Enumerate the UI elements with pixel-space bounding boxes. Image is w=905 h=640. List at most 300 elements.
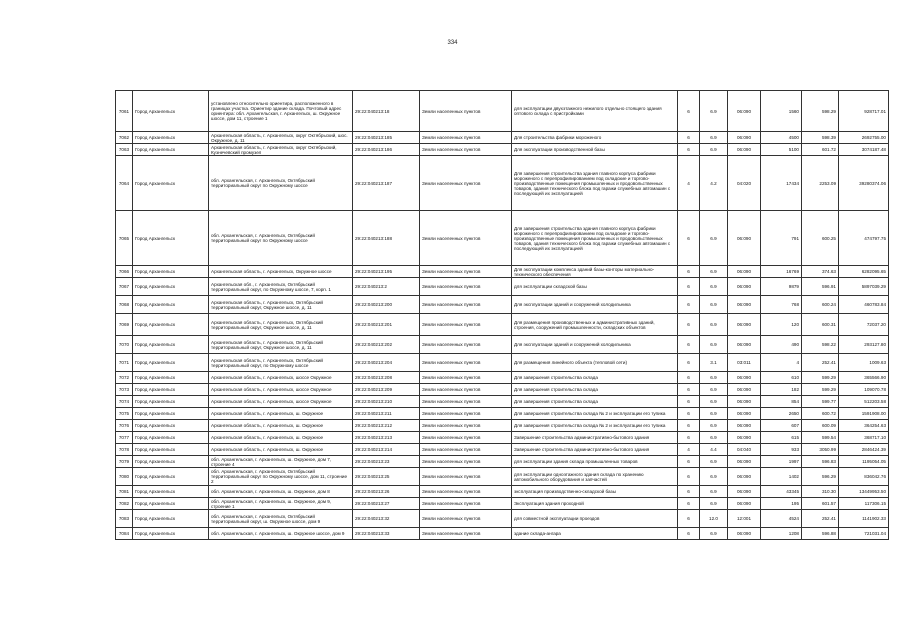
cadastral-value-cell: 512203.58 <box>839 396 889 408</box>
address-cell: Архангельская обл., г. Архангельск, Октябрьский территориальный округ, по Окружному шоссе, 7, корп. 1 <box>209 278 353 296</box>
municipality-cell: Город Архангельск <box>133 432 209 444</box>
specific-value-cell: 598.22 <box>802 336 839 354</box>
row-number: 7070 <box>116 336 133 354</box>
use-code-cell: 06:090 <box>728 528 761 540</box>
cadastral-number-cell: 29:22:040213:33 <box>353 528 420 540</box>
row-number: 7065 <box>116 211 133 266</box>
area-cell: 490 <box>761 336 802 354</box>
cadastral-number-cell: 29:22:040213:209 <box>353 384 420 396</box>
subgroup-cell: 6.9 <box>700 528 728 540</box>
cadastral-value-cell: 365566.90 <box>839 372 889 384</box>
cadastral-value-cell: 836042.76 <box>839 468 889 486</box>
municipality-cell: Город Архангельск <box>133 336 209 354</box>
group-cell: 6 <box>678 456 700 468</box>
use-code-cell: 06:090 <box>728 498 761 510</box>
municipality-cell: Город Архангельск <box>133 314 209 336</box>
use-code-cell: 04:040 <box>728 444 761 456</box>
specific-value-cell: 600.31 <box>802 314 839 336</box>
area-cell: 120 <box>761 314 802 336</box>
cadastral-number-cell: 29:22:040213:204 <box>353 354 420 372</box>
row-number: 7079 <box>116 456 133 468</box>
municipality-cell: Город Архангельск <box>133 354 209 372</box>
cadastral-number-cell: 29:22:040213:195 <box>353 266 420 278</box>
use-code-cell: 06:090 <box>728 468 761 486</box>
land-category-cell: Земли населенных пунктов <box>420 211 512 266</box>
area-cell: 615 <box>761 432 802 444</box>
use-code-cell: 06:090 <box>728 91 761 132</box>
subgroup-cell: 6.9 <box>700 384 728 396</box>
municipality-cell: Город Архангельск <box>133 372 209 384</box>
address-cell: обл. Архангельская, г. Архангельск, ш. Окружное, дом 7, строение 4 <box>209 456 353 468</box>
subgroup-cell: 6.9 <box>700 296 728 314</box>
group-cell: 6 <box>678 396 700 408</box>
row-number: 7077 <box>116 432 133 444</box>
use-code-cell: 12:001 <box>728 510 761 528</box>
subgroup-cell: 12.0 <box>700 510 728 528</box>
specific-value-cell: 374.63 <box>802 266 839 278</box>
area-cell: 768 <box>761 296 802 314</box>
land-category-cell: Земли населенных пунктов <box>420 314 512 336</box>
municipality-cell: Город Архангельск <box>133 396 209 408</box>
address-cell: Архангельская область, г. Архангельск, ш. Окружное <box>209 408 353 420</box>
permitted-use-cell: Эксплуатация здания проходной <box>512 498 678 510</box>
use-code-cell: 06:090 <box>728 266 761 278</box>
subgroup-cell: 6.9 <box>700 408 728 420</box>
table-row <box>116 266 889 278</box>
land-category-cell: Земли населенных пунктов <box>420 420 512 432</box>
land-category-cell: Земли населенных пунктов <box>420 456 512 468</box>
land-category-cell: Земли населенных пунктов <box>420 296 512 314</box>
specific-value-cell: 596.91 <box>802 278 839 296</box>
land-category-cell: Земли населенных пунктов <box>420 354 512 372</box>
cadastral-number-cell: 29:22:040213:208 <box>353 372 420 384</box>
cadastral-value-cell: 1591908.00 <box>839 408 889 420</box>
subgroup-cell: 6.9 <box>700 420 728 432</box>
cadastral-value-cell: 109070.78 <box>839 384 889 396</box>
group-cell: 6 <box>678 211 700 266</box>
subgroup-cell: 6.9 <box>700 498 728 510</box>
municipality-cell: Город Архангельск <box>133 384 209 396</box>
table-row <box>116 278 889 296</box>
address-cell: Архангельская область, г. Архангельск, ш. Окружное <box>209 444 353 456</box>
permitted-use-cell: для эксплуатации складской базы <box>512 278 678 296</box>
specific-value-cell: 310.30 <box>802 486 839 498</box>
subgroup-cell: 4.4 <box>700 444 728 456</box>
group-cell: 6 <box>678 314 700 336</box>
permitted-use-cell: Для завершения строительства склада № 2 и эксплуатации его тупика <box>512 408 678 420</box>
area-cell: 182 <box>761 384 802 396</box>
permitted-use-cell: Завершение строительства административно-бытового здания <box>512 432 678 444</box>
group-cell: 6 <box>678 91 700 132</box>
area-cell: 17434 <box>761 156 802 211</box>
use-code-cell: 06:090 <box>728 314 761 336</box>
municipality-cell: Город Архангельск <box>133 468 209 486</box>
cadastral-number-cell: 29:22:040213:2 <box>353 278 420 296</box>
table-row <box>116 456 889 468</box>
row-number: 7080 <box>116 468 133 486</box>
municipality-cell: Город Архангельск <box>133 156 209 211</box>
municipality-cell: Город Архангельск <box>133 420 209 432</box>
cadastral-number-cell: 29:22:040213:211 <box>353 408 420 420</box>
municipality-cell: Город Архангельск <box>133 456 209 468</box>
address-cell: обл. Архангельская, г. Архангельск, ш. Окружное шоссе, дом 9 <box>209 528 353 540</box>
land-category-cell: Земли населенных пунктов <box>420 444 512 456</box>
area-cell: 43345 <box>761 486 802 498</box>
table-row <box>116 314 889 336</box>
use-code-cell: 06:090 <box>728 486 761 498</box>
cadastral-value-cell: 721031.04 <box>839 528 889 540</box>
table-row <box>116 156 889 211</box>
address-cell: Архангельская область, г. Архангельск, Октябрьский территориальный округ, Окружное шоссе, д. 11 <box>209 314 353 336</box>
cadastral-value-cell: 368717.10 <box>839 432 889 444</box>
cadastral-value-cell: 2692755.00 <box>839 132 889 144</box>
permitted-use-cell: Для завершения строительства здания главного корпуса фабрики мороженого с перепрофилированием под складские и торгово-производственные помещения промышленных и продовольственных товаров, здания технического блока под гаражи служебных автомашин с последующей их эксплуатацией <box>512 156 678 211</box>
group-cell: 6 <box>678 498 700 510</box>
municipality-cell: Город Архангельск <box>133 498 209 510</box>
address-cell: обл. Архангельская, г. Архангельск, Октябрьский территориальный округ, ш. Окружное шоссе, дом 9 <box>209 510 353 528</box>
subgroup-cell: 6.9 <box>700 278 728 296</box>
page-number: 334 <box>447 40 458 46</box>
land-category-cell: Земли населенных пунктов <box>420 372 512 384</box>
cadastral-value-cell: 6282095.65 <box>839 266 889 278</box>
cadastral-value-cell: 2846424.39 <box>839 444 889 456</box>
use-code-cell: 06:090 <box>728 296 761 314</box>
specific-value-cell: 600.72 <box>802 408 839 420</box>
use-code-cell: 06:090 <box>728 456 761 468</box>
subgroup-cell: 6.9 <box>700 266 728 278</box>
address-cell: обл. Архангельская, г. Архангельск, ш. Окружное, дом 9, строение 1 <box>209 498 353 510</box>
municipality-cell: Город Архангельск <box>133 211 209 266</box>
cadastral-number-cell: 29:22:040213:213 <box>353 432 420 444</box>
cadastral-value-table <box>115 90 889 540</box>
row-number: 7074 <box>116 396 133 408</box>
use-code-cell: 06:090 <box>728 408 761 420</box>
row-number: 7066 <box>116 266 133 278</box>
municipality-cell: Город Архангельск <box>133 132 209 144</box>
area-cell: 2650 <box>761 408 802 420</box>
cadastral-number-cell: 29:22:040213:188 <box>353 211 420 266</box>
address-cell: Архангельская область, г. Архангельск, Октябрьский территориальный округ, Окружное шоссе, д. 11 <box>209 296 353 314</box>
table-row <box>116 296 889 314</box>
permitted-use-cell: здание склада-ангара <box>512 528 678 540</box>
group-cell: 6 <box>678 336 700 354</box>
subgroup-cell: 6.9 <box>700 396 728 408</box>
row-number: 7071 <box>116 354 133 372</box>
cadastral-number-cell: 29:22:040213:185 <box>353 132 420 144</box>
area-cell: 4 <box>761 354 802 372</box>
municipality-cell: Город Архангельск <box>133 278 209 296</box>
subgroup-cell: 6.9 <box>700 144 728 156</box>
group-cell: 6 <box>678 432 700 444</box>
cadastral-number-cell: 29:22:040213:32 <box>353 510 420 528</box>
cadastral-number-cell: 29:22:040213:186 <box>353 144 420 156</box>
land-category-cell: Земли населенных пунктов <box>420 144 512 156</box>
row-number: 7062 <box>116 132 133 144</box>
address-cell: Архангельская область, г. Архангельск, шоссе Окружное <box>209 384 353 396</box>
subgroup-cell: 4.2 <box>700 156 728 211</box>
municipality-cell: Город Архангельск <box>133 266 209 278</box>
row-number: 7084 <box>116 528 133 540</box>
row-number: 7076 <box>116 420 133 432</box>
group-cell: 6 <box>678 468 700 486</box>
table-row <box>116 510 889 528</box>
municipality-cell: Город Архангельск <box>133 444 209 456</box>
table-row <box>116 420 889 432</box>
land-category-cell: Земли населенных пунктов <box>420 498 512 510</box>
subgroup-cell: 3.1 <box>700 354 728 372</box>
row-number: 7067 <box>116 278 133 296</box>
cadastral-value-cell: 5897039.29 <box>839 278 889 296</box>
group-cell: 6 <box>678 408 700 420</box>
subgroup-cell: 6.9 <box>700 468 728 486</box>
specific-value-cell: 3050.99 <box>802 444 839 456</box>
permitted-use-cell: для эксплуатации двухэтажного нежилого отдельно стоящего здания оптового склада с пристройками <box>512 91 678 132</box>
group-cell: 6 <box>678 354 700 372</box>
permitted-use-cell: Для строительства фабрики мороженого <box>512 132 678 144</box>
permitted-use-cell: для эксплуатации здания склада промышленных товаров <box>512 456 678 468</box>
municipality-cell: Город Архангельск <box>133 408 209 420</box>
cadastral-number-cell: 29:22:040213:200 <box>353 296 420 314</box>
specific-value-cell: 252.41 <box>802 510 839 528</box>
area-cell: 1560 <box>761 91 802 132</box>
subgroup-cell: 6.9 <box>700 486 728 498</box>
group-cell: 6 <box>678 266 700 278</box>
land-category-cell: Земли населенных пунктов <box>420 510 512 528</box>
municipality-cell: Город Архангельск <box>133 91 209 132</box>
cadastral-value-cell: 474797.75 <box>839 211 889 266</box>
cadastral-value-cell: 928717.01 <box>839 91 889 132</box>
table-row <box>116 528 889 540</box>
specific-value-cell: 600.25 <box>802 211 839 266</box>
table-row <box>116 336 889 354</box>
address-cell: установлено относительно ориентира, расположенного в границах участка. Ориентир здание склада. Почтовый адрес ориентира: обл. Архангельская, г. Архангельск, ш. Окружное шоссе, дом 11, строение 1 <box>209 91 353 132</box>
cadastral-number-cell: 29:22:040213:201 <box>353 314 420 336</box>
specific-value-cell: 599.29 <box>802 384 839 396</box>
address-cell: Архангельская область, г. Архангельск, Октябрьский территориальный округ, Окружное шоссе, д. 11 <box>209 336 353 354</box>
row-number: 7063 <box>116 144 133 156</box>
land-category-cell: Земли населенных пунктов <box>420 528 512 540</box>
table-row <box>116 144 889 156</box>
permitted-use-cell: Для эксплуатации зданий и сооружений холодильника <box>512 336 678 354</box>
use-code-cell: 06:090 <box>728 278 761 296</box>
specific-value-cell: 600.24 <box>802 296 839 314</box>
specific-value-cell: 596.83 <box>802 456 839 468</box>
area-cell: 4500 <box>761 132 802 144</box>
specific-value-cell: 2253.09 <box>802 156 839 211</box>
land-category-cell: Земли населенных пунктов <box>420 156 512 211</box>
permitted-use-cell: для эксплуатации одноэтажного здания склада по хранению автомобильного оборудования и запчастей <box>512 468 678 486</box>
address-cell: Архангельская область, г. Архангельск, ш. Окружное <box>209 420 353 432</box>
specific-value-cell: 599.54 <box>802 432 839 444</box>
subgroup-cell: 6.9 <box>700 372 728 384</box>
municipality-cell: Город Архангельск <box>133 144 209 156</box>
address-cell: Архангельская область, г. Архангельск, Октябрьский территориальный округ, по Окружному шоссе <box>209 354 353 372</box>
cadastral-value-cell: 1195054.05 <box>839 456 889 468</box>
specific-value-cell: 252.41 <box>802 354 839 372</box>
area-cell: 4524 <box>761 510 802 528</box>
area-cell: 16769 <box>761 266 802 278</box>
subgroup-cell: 6.9 <box>700 211 728 266</box>
row-number: 7064 <box>116 156 133 211</box>
land-category-cell: Земли населенных пунктов <box>420 336 512 354</box>
cadastral-number-cell: 29:22:040213:212 <box>353 420 420 432</box>
use-code-cell: 06:090 <box>728 396 761 408</box>
cadastral-number-cell: 29:22:040213:210 <box>353 396 420 408</box>
use-code-cell: 06:090 <box>728 432 761 444</box>
permitted-use-cell: эксплуатация производственно-складской базы <box>512 486 678 498</box>
specific-value-cell: 596.88 <box>802 528 839 540</box>
cadastral-value-cell: 39280374.06 <box>839 156 889 211</box>
table-row <box>116 432 889 444</box>
permitted-use-cell: Для эксплуатации производственной базы <box>512 144 678 156</box>
row-number: 7072 <box>116 372 133 384</box>
land-category-cell: Земли населенных пунктов <box>420 132 512 144</box>
cadastral-value-cell: 117306.15 <box>839 498 889 510</box>
municipality-cell: Город Архангельск <box>133 486 209 498</box>
permitted-use-cell: Для эксплуатации комплекса зданий базы-конторы материально-технического обеспечения <box>512 266 678 278</box>
row-number: 7083 <box>116 510 133 528</box>
group-cell: 6 <box>678 144 700 156</box>
row-number: 7082 <box>116 498 133 510</box>
permitted-use-cell: Для эксплуатации зданий и сооружений холодильника <box>512 296 678 314</box>
subgroup-cell: 6.9 <box>700 456 728 468</box>
table-row <box>116 91 889 132</box>
land-category-cell: Земли населенных пунктов <box>420 432 512 444</box>
use-code-cell: 06:090 <box>728 372 761 384</box>
table-body <box>116 91 889 540</box>
subgroup-cell: 6.9 <box>700 132 728 144</box>
cadastral-number-cell: 29:22:040213:23 <box>353 456 420 468</box>
use-code-cell: 06:090 <box>728 384 761 396</box>
row-number: 7081 <box>116 486 133 498</box>
specific-value-cell: 601.57 <box>802 498 839 510</box>
specific-value-cell: 596.29 <box>802 468 839 486</box>
land-category-cell: Земли населенных пунктов <box>420 91 512 132</box>
group-cell: 4 <box>678 444 700 456</box>
area-cell: 9879 <box>761 278 802 296</box>
group-cell: 6 <box>678 132 700 144</box>
group-cell: 6 <box>678 528 700 540</box>
area-cell: 1402 <box>761 468 802 486</box>
cadastral-number-cell: 29:22:040213:25 <box>353 468 420 486</box>
use-code-cell: 06:090 <box>728 420 761 432</box>
permitted-use-cell: Завершение строительства административно-бытового здания <box>512 444 678 456</box>
area-cell: 791 <box>761 211 802 266</box>
use-code-cell: 04:020 <box>728 156 761 211</box>
subgroup-cell: 6.9 <box>700 91 728 132</box>
permitted-use-cell: Для завершения строительства здания главного корпуса фабрики мороженого с перепрофилированием под складские и торгово-производственные помещения промышленных и продовольственных товаров, здания технического блока под гаражи служебных автомашин с последующей их эксплуатацией <box>512 211 678 266</box>
cadastral-value-cell: 13449953.50 <box>839 486 889 498</box>
permitted-use-cell: Для завершения строительства склада <box>512 372 678 384</box>
group-cell: 6 <box>678 278 700 296</box>
address-cell: обл. Архангельская, г. Архангельск, Октябрьский территориальный округ по Окружному шоссе, дом 11, строение 2 <box>209 468 353 486</box>
group-cell: 4 <box>678 156 700 211</box>
municipality-cell: Город Архангельск <box>133 528 209 540</box>
address-cell: Архангельская область, г. Архангельск, шоссе Окружное <box>209 396 353 408</box>
table-row <box>116 354 889 372</box>
group-cell: 6 <box>678 384 700 396</box>
table-row <box>116 396 889 408</box>
address-cell: Архангельская область, г. Архангельск, округ Октябрьский, шос. Окружное, д. 11 <box>209 132 353 144</box>
row-number: 7068 <box>116 296 133 314</box>
land-category-cell: Земли населенных пунктов <box>420 278 512 296</box>
table-row <box>116 444 889 456</box>
address-cell: Архангельская область, г. Архангельск, округ Октябрьский, Кузнечевский промузел <box>209 144 353 156</box>
cadastral-number-cell: 29:22:040213:27 <box>353 498 420 510</box>
group-cell: 6 <box>678 372 700 384</box>
row-number: 7061 <box>116 91 133 132</box>
land-category-cell: Земли населенных пунктов <box>420 468 512 486</box>
area-cell: 854 <box>761 396 802 408</box>
cadastral-value-cell: 72037.20 <box>839 314 889 336</box>
address-cell: обл. Архангельская, г. Архангельск, Октябрьский территориальный округ по Окружному шоссе <box>209 211 353 266</box>
group-cell: 6 <box>678 486 700 498</box>
land-category-cell: Земли населенных пунктов <box>420 408 512 420</box>
specific-value-cell: 600.09 <box>802 420 839 432</box>
permitted-use-cell: Для завершения строительства склада <box>512 396 678 408</box>
table-row <box>116 498 889 510</box>
table-row <box>116 211 889 266</box>
table-row <box>116 384 889 396</box>
cadastral-value-cell: 293127.80 <box>839 336 889 354</box>
use-code-cell: 03:011 <box>728 354 761 372</box>
cadastral-number-cell: 29:22:040213:202 <box>353 336 420 354</box>
row-number: 7069 <box>116 314 133 336</box>
cadastral-number-cell: 29:22:040213:214 <box>353 444 420 456</box>
permitted-use-cell: Для размещения производственных и административных зданий, строения, сооружений промышленности, складских объектов <box>512 314 678 336</box>
area-cell: 607 <box>761 420 802 432</box>
area-cell: 610 <box>761 372 802 384</box>
subgroup-cell: 6.9 <box>700 314 728 336</box>
area-cell: 195 <box>761 498 802 510</box>
specific-value-cell: 598.39 <box>802 132 839 144</box>
specific-value-cell: 599.29 <box>802 372 839 384</box>
specific-value-cell: 598.29 <box>802 91 839 132</box>
use-code-cell: 06:090 <box>728 144 761 156</box>
specific-value-cell: 601.72 <box>802 144 839 156</box>
address-cell: Архангельская область, г. Архангельск, ш. Окружное <box>209 432 353 444</box>
land-category-cell: Земли населенных пунктов <box>420 396 512 408</box>
land-category-cell: Земли населенных пунктов <box>420 384 512 396</box>
cadastral-value-cell: 1009.63 <box>839 354 889 372</box>
table-row <box>116 408 889 420</box>
row-number: 7075 <box>116 408 133 420</box>
cadastral-number-cell: 29:22:040213:26 <box>353 486 420 498</box>
cadastral-value-cell: 460783.84 <box>839 296 889 314</box>
municipality-cell: Город Архангельск <box>133 296 209 314</box>
address-cell: обл. Архангельская, г. Архангельск, Октябрьский территориальный округ по Окружному шоссе <box>209 156 353 211</box>
permitted-use-cell: для совместной эксплуатации проездов <box>512 510 678 528</box>
group-cell: 6 <box>678 510 700 528</box>
use-code-cell: 06:090 <box>728 336 761 354</box>
row-number: 7073 <box>116 384 133 396</box>
permitted-use-cell: Для завершения строительства склада <box>512 384 678 396</box>
row-number: 7078 <box>116 444 133 456</box>
group-cell: 6 <box>678 420 700 432</box>
address-cell: обл. Архангельская, г. Архангельск, ш. Окружное, дом 8 <box>209 486 353 498</box>
area-cell: 1997 <box>761 456 802 468</box>
area-cell: 1208 <box>761 528 802 540</box>
use-code-cell: 06:090 <box>728 211 761 266</box>
land-category-cell: Земли населенных пунктов <box>420 486 512 498</box>
table-row <box>116 468 889 486</box>
area-cell: 933 <box>761 444 802 456</box>
municipality-cell: Город Архангельск <box>133 510 209 528</box>
area-cell: 5100 <box>761 144 802 156</box>
land-category-cell: Земли населенных пунктов <box>420 266 512 278</box>
cadastral-value-cell: 3074187.48 <box>839 144 889 156</box>
subgroup-cell: 6.9 <box>700 432 728 444</box>
